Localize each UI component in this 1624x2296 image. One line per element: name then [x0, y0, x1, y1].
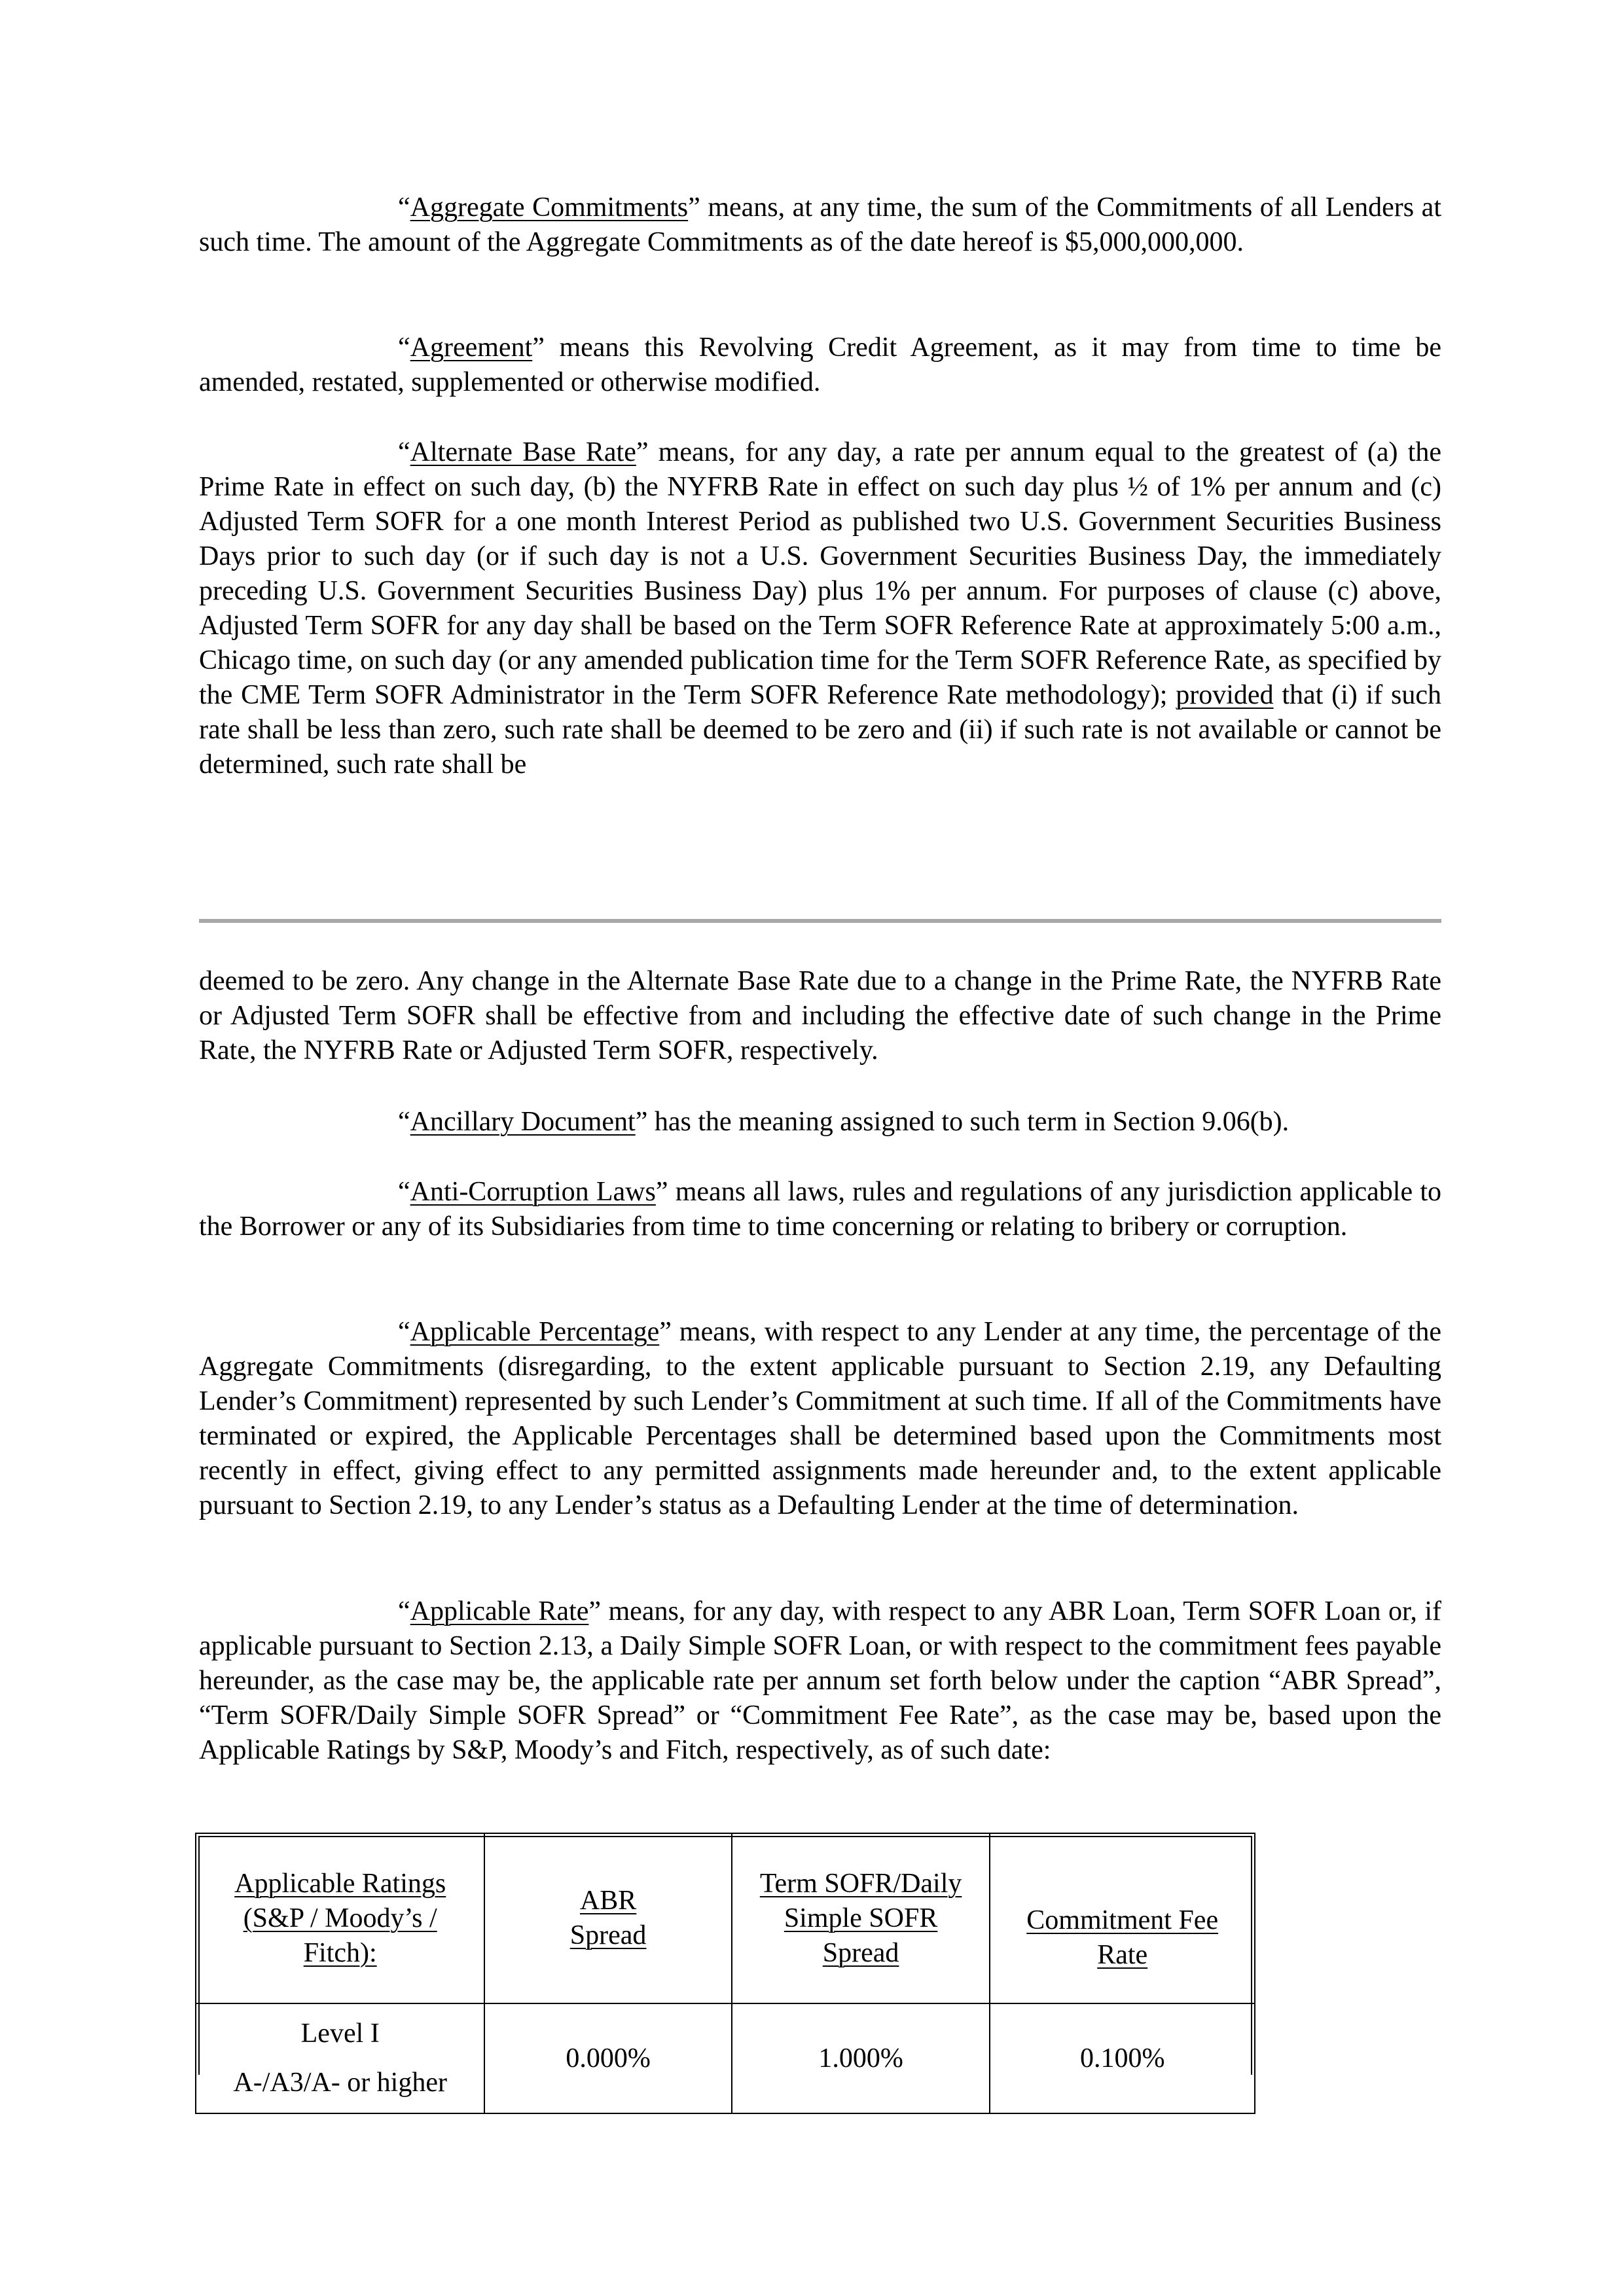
defined-term: Alternate Base Rate: [410, 437, 636, 467]
definition-text: ” means, at any time, the sum of the Commitments of all Lenders at such time. The amount of the Aggregate Commitments as of the date hereof is $5,000,000,000.: [199, 192, 1441, 257]
cell-sofr-spread: 1.000%: [732, 2003, 990, 2113]
table-row: [196, 2003, 1255, 2113]
defined-term: Ancillary Document: [410, 1107, 636, 1137]
defined-term: Applicable Rate: [410, 1596, 589, 1626]
definition-anti-corruption-laws: [199, 1175, 1441, 1244]
definition-alternate-base-rate-continuation: [199, 964, 1441, 1068]
definition-text: ” means, for any day, a rate per annum equal to the greatest of (a) the Prime Rate in effect on such day, (b) the NYFRB Rate in effect on such day plus ½ of 1% per annum and (c) Adjusted Term SOFR for a one month Interest Period as published two U.S. Government Securities Business Days prior to such day (or if such day is not a U.S. Government Securities Business Day, the immediately preceding U.S. Government Securities Business Day) plus 1% per annum. For purposes of clause (c) above, Adjusted Term SOFR for any day shall be based on the Term SOFR Reference Rate at approximately 5:00 a.m., Chicago time, on such day (or any amended publication time for the Term SOFR Reference Rate, as specified by the CME Term SOFR Administrator in the Term SOFR Reference Rate methodology);: [199, 437, 1441, 710]
definition-text: ” means, with respect to any Lender at any time, the percentage of the Aggregate Commitments (disregarding, to the extent applicable pursuant to Section 2.19, any Defaulting Lender’s Commitment) represented by such Lender’s Commitment at such time. If all of the Commitments have terminated or expired, the Applicable Percentages shall be determined based upon the Commitments most recently in effect, giving effect to any permitted assignments made hereunder and, to the extent applicable pursuant to Section 2.19, to any Lender’s status as a Defaulting Lender at the time of determination.: [199, 1317, 1442, 1520]
definition-applicable-rate: [199, 1594, 1441, 1768]
open-quote: “: [398, 1107, 410, 1137]
defined-term: Applicable Percentage: [410, 1317, 660, 1347]
definition-text: ” means, for any day, with respect to any ABR Loan, Term SOFR Loan or, if applicable pursuant to Section 2.13, a Daily Simple SOFR Loan, or with respect to the commitment fees payable hereunder, as the case may be, the applicable rate per annum set forth below under the caption “ABR Spread”, “Term SOFR/Daily Simple SOFR Spread” or “Commitment Fee Rate”, as the case may be, based upon the Applicable Ratings by S&P, Moody’s and Fitch, respectively, as of such date:: [199, 1596, 1441, 1765]
definition-text: ” means this Revolving Credit Agreement, as it may from time to time be amended, restated, supplemented or otherwise modified.: [199, 332, 1441, 397]
definition-text-continued: that (i) if such rate shall be less than zero, such rate shall be deemed to be zero and (ii) if such rate is not available or cannot be determined, such rate shall be: [199, 680, 1442, 780]
open-quote: “: [398, 192, 410, 223]
defined-term: Anti-Corruption Laws: [410, 1177, 656, 1207]
definition-applicable-percentage: [199, 1315, 1441, 1523]
level-label: Level I: [300, 2018, 380, 2049]
applicable-rate-table: [195, 1833, 1255, 2114]
defined-term: Aggregate Commitments: [410, 192, 689, 223]
header-commitment-fee-rate: Commitment Fee Rate: [990, 1833, 1255, 2003]
continuation-text: deemed to be zero. Any change in the Alternate Base Rate due to a change in the Prime Rate, the NYFRB Rate or Adjusted Term SOFR shall be effective from and including the effective date of such change in the Prime Rate, the NYFRB Rate or Adjusted Term SOFR, respectively.: [199, 966, 1441, 1066]
open-quote: “: [398, 332, 410, 363]
open-quote: “: [398, 437, 410, 467]
definition-text: ” has the meaning assigned to such term in Section 9.06(b).: [635, 1107, 1290, 1137]
definition-text: ” means all laws, rules and regulations of any jurisdiction applicable to the Borrower or any of its Subsidiaries from time to time concerning or relating to bribery or corruption.: [199, 1177, 1442, 1242]
header-applicable-ratings: Applicable Ratings (S&P / Moody’s / Fitch):: [196, 1833, 484, 2003]
cell-abr-spread: 0.000%: [484, 2003, 731, 2113]
definition-aggregate-commitments: [199, 190, 1441, 260]
definition-alternate-base-rate: [199, 435, 1441, 782]
provided-keyword: provided: [1176, 680, 1274, 710]
table-header-row: [196, 1833, 1255, 2003]
cell-level: [196, 2003, 484, 2113]
defined-term: Agreement: [410, 332, 533, 363]
open-quote: “: [398, 1317, 410, 1347]
header-sofr-spread: Term SOFR/Daily Simple SOFR Spread: [732, 1833, 990, 2003]
definition-ancillary-document: [199, 1105, 1441, 1139]
open-quote: “: [398, 1177, 410, 1207]
definition-agreement: [199, 331, 1441, 400]
rating-threshold: A-/A3/A- or higher: [233, 2068, 447, 2098]
cell-commitment-fee: 0.100%: [990, 2003, 1255, 2113]
header-abr-spread: ABR Spread: [484, 1833, 731, 2003]
page-break-divider: [199, 919, 1441, 923]
open-quote: “: [398, 1596, 410, 1626]
